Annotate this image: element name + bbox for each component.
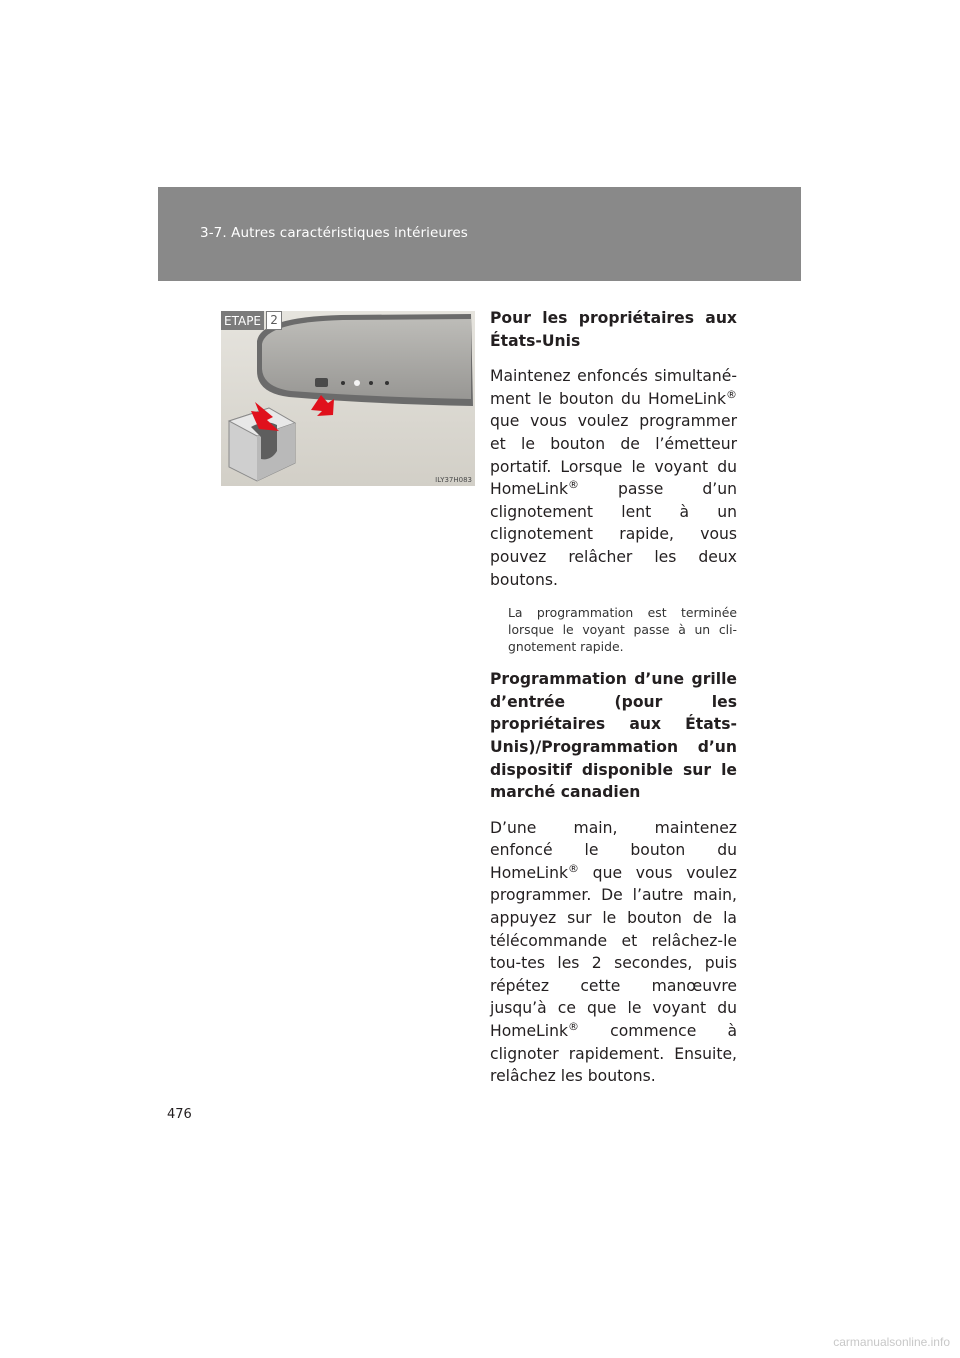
step-number: 2 bbox=[266, 311, 282, 330]
note-programming-complete: La programmation est terminée lorsque le voyant passe à un cli-gnotement rapide. bbox=[508, 605, 737, 655]
text-column bbox=[490, 307, 737, 1088]
mirror-remote-drawing bbox=[221, 311, 475, 486]
paragraph-part: que vous voulez programmer et le bouton de l’émetteur portatif. Lorsque le voyant du HomeLink bbox=[490, 412, 737, 499]
section-title: 3-7. Autres caractéristiques intérieures bbox=[200, 225, 468, 241]
registered-mark: ® bbox=[567, 1020, 579, 1034]
registered-mark: ® bbox=[567, 478, 579, 492]
registered-mark: ® bbox=[567, 861, 579, 875]
site-watermark: carmanualsonline.info bbox=[833, 1335, 950, 1349]
homelink-mirror-illustration bbox=[221, 311, 475, 486]
paragraph-part: D’une main, maintenez enfoncé le bouton du HomeLink bbox=[490, 818, 737, 882]
registered-mark: ® bbox=[726, 387, 737, 401]
step-label: ETAPE bbox=[221, 311, 264, 330]
paragraph-part: que vous voulez programmer. De l’autre main, appuyez sur le bouton de la télécommande et relâchez-le tou-tes les 2 secondes, puis répétez cette manœuvre jusqu’à ce que le voyant du HomeLink bbox=[490, 863, 737, 1041]
step-badge bbox=[221, 311, 282, 330]
page-number: 476 bbox=[167, 1107, 192, 1122]
paragraph-part: commence à clignoter rapidement. Ensuite, relâchez les boutons. bbox=[490, 1022, 737, 1086]
figure-code: ILY37H083 bbox=[435, 476, 472, 484]
paragraph-gate-procedure bbox=[490, 817, 737, 1088]
paragraph-part: passe d’un clignotement lent à un clignotement rapide, vous pouvez relâcher les deux boutons. bbox=[490, 480, 737, 589]
paragraph-simultaneous-press bbox=[490, 365, 737, 591]
heading-us-owners: Pour les propriétaires aux États-Unis bbox=[490, 309, 737, 350]
heading-gate-programming: Programmation d’une grille d’entrée (pour les propriétaires aux États-Unis)/Programmation d’un dispositif disponible sur le marché canadien bbox=[490, 670, 737, 802]
paragraph-part: Maintenez enfoncés simultané-ment le bouton du HomeLink bbox=[490, 367, 737, 408]
section-header-band bbox=[158, 187, 801, 281]
